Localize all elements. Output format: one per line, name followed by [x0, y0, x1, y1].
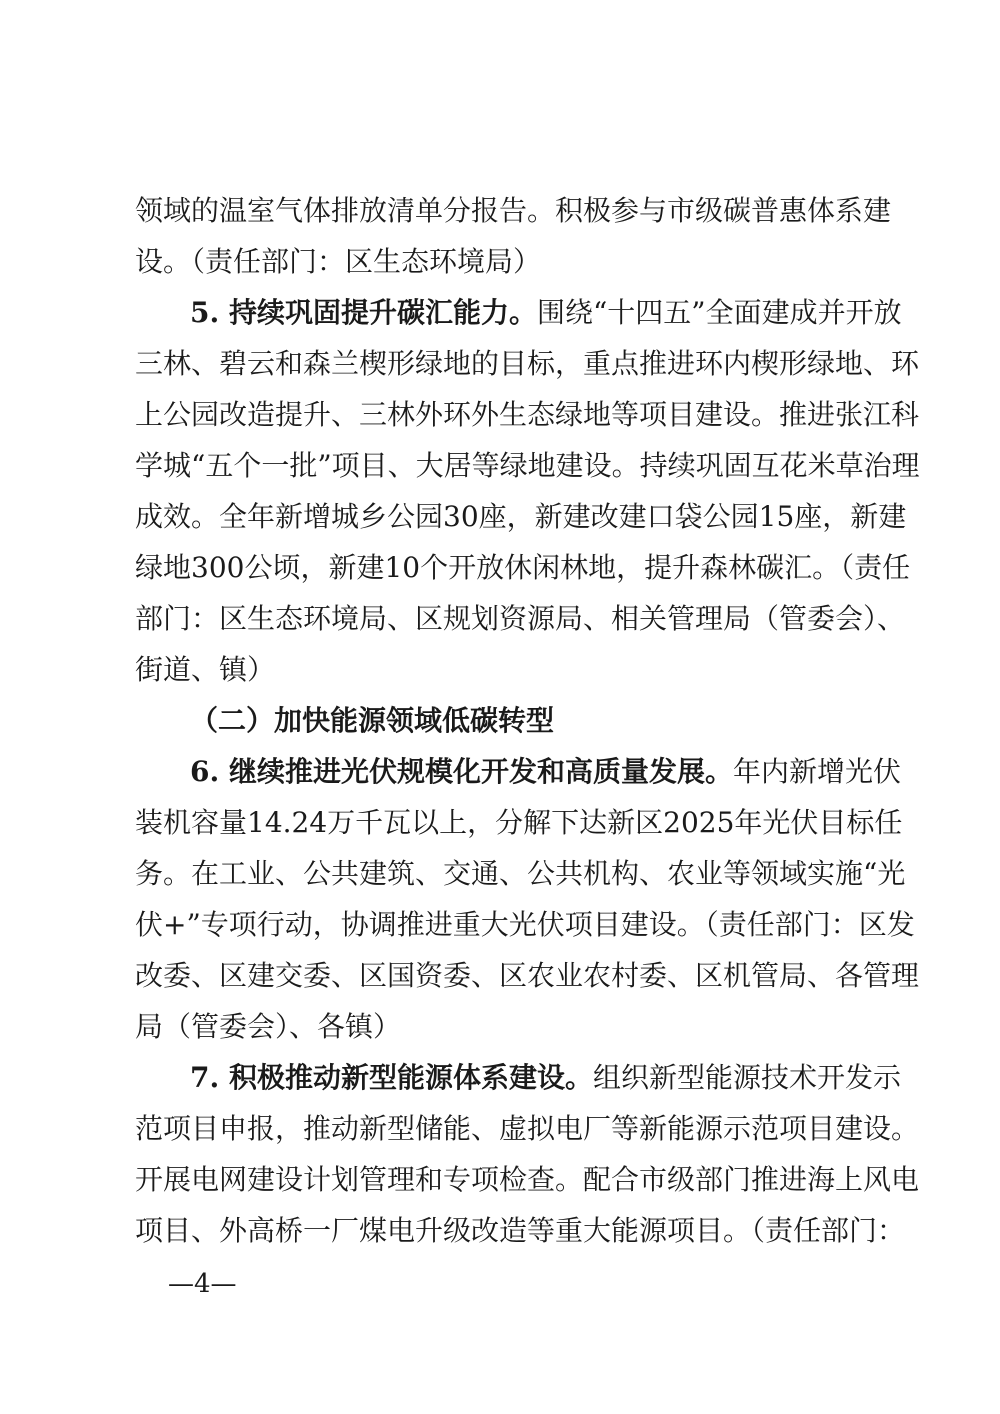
- text-line: 项目、外高桥一厂煤电升级改造等重大能源项目。（责任部门：: [135, 1214, 906, 1247]
- item-5-first-line: [190, 295, 902, 331]
- text-line: 部门：区生态环境局、区规划资源局、相关管理局（管委会）、: [135, 602, 906, 635]
- text-line: 设。（责任部门：区生态环境局）: [135, 245, 542, 278]
- text-line: 学城“五个一批”项目、大居等绿地建设。持续巩固互花米草治理: [135, 449, 920, 482]
- text-line: 街道、镇）: [135, 653, 276, 686]
- text-line: 伏+”专项行动，协调推进重大光伏项目建设。（责任部门：区发: [135, 908, 915, 941]
- text-line: 三林、碧云和森兰楔形绿地的目标，重点推进环内楔形绿地、环: [135, 347, 920, 380]
- item-6-first-line: [190, 754, 901, 790]
- text-line: 上公园改造提升、三林外环外生态绿地等项目建设。推进张江科: [135, 398, 920, 431]
- item-6-text: 年内新增光伏: [732, 755, 901, 788]
- item-7-text: 组织新型能源技术开发示: [592, 1061, 901, 1094]
- text-line: 绿地300公顷，新建10个开放休闲林地，提升森林碳汇。（责任: [135, 551, 911, 584]
- text-line: 成效。全年新增城乡公园30座，新建改建口袋公园15座，新建: [135, 500, 907, 533]
- section-heading: （二）加快能源领域低碳转型: [190, 704, 555, 737]
- item-5-heading: 5. 持续巩固提升碳汇能力。: [190, 296, 537, 329]
- item-6-heading: 6. 继续推进光伏规模化开发和高质量发展。: [190, 755, 733, 788]
- text-line: 改委、区建交委、区国资委、区农业农村委、区机管局、各管理: [135, 959, 920, 992]
- text-line: 局（管委会）、各镇）: [135, 1010, 402, 1043]
- item-5-text: 围绕“十四五”全面建成并开放: [536, 296, 902, 329]
- text-line: 装机容量14.24万千瓦以上，分解下达新区2025年光伏目标任: [135, 806, 903, 839]
- page-number: —4—: [168, 1269, 237, 1299]
- text-line: 务。在工业、公共建筑、交通、公共机构、农业等领域实施“光: [135, 857, 906, 890]
- text-line: 领域的温室气体排放清单分报告。积极参与市级碳普惠体系建: [135, 194, 892, 227]
- item-7-heading: 7. 积极推动新型能源体系建设。: [190, 1061, 593, 1094]
- item-7-first-line: [190, 1060, 901, 1096]
- text-line: 开展电网建设计划管理和专项检查。配合市级部门推进海上风电: [135, 1163, 920, 1196]
- text-line: 范项目申报，推动新型储能、虚拟电厂等新能源示范项目建设。: [135, 1112, 920, 1145]
